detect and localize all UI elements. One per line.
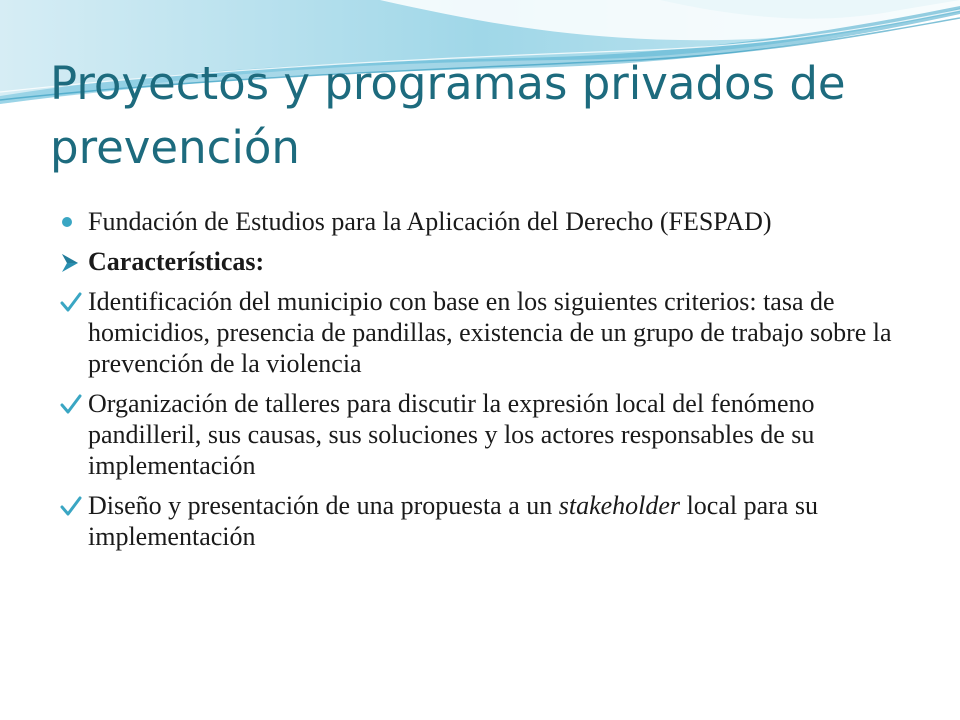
list-item: [60, 388, 910, 481]
list-item-text: [88, 207, 772, 236]
bullet-list: [60, 206, 910, 561]
list-item: [60, 206, 910, 237]
text-run: Características:: [88, 247, 265, 276]
list-item-text: [88, 389, 815, 480]
bullet-dot-icon: [60, 206, 84, 237]
slide-title: Proyectos y programas privados de prevención: [50, 57, 846, 174]
text-run: Diseño y presentación de una propuesta a un: [88, 491, 559, 520]
list-item: [60, 490, 910, 552]
list-item-text: [88, 247, 264, 276]
checkmark-icon: [60, 286, 84, 317]
text-run: Organización de talleres para discutir la expresión local del fenómeno pandilleril, sus causas, sus soluciones y los actores responsables de su implementación: [88, 389, 815, 480]
list-item-text: [88, 287, 892, 378]
list-item-text: [88, 491, 818, 551]
text-run: Fundación de Estudios para la Aplicación del Derecho (FESPAD): [88, 207, 772, 236]
checkmark-icon: [60, 388, 84, 419]
list-item: [60, 286, 910, 379]
list-item: [60, 246, 910, 277]
text-run: stakeholder: [558, 491, 681, 520]
arrow-bullet-icon: [60, 246, 84, 277]
text-run: Identificación del municipio con base en los siguientes criterios: tasa de homicidios, presencia de pandillas, existencia de un grupo de trabajo sobre la prevención de la violencia: [88, 287, 892, 378]
checkmark-icon: [60, 490, 84, 521]
text-run: local para su implementación: [88, 491, 818, 551]
